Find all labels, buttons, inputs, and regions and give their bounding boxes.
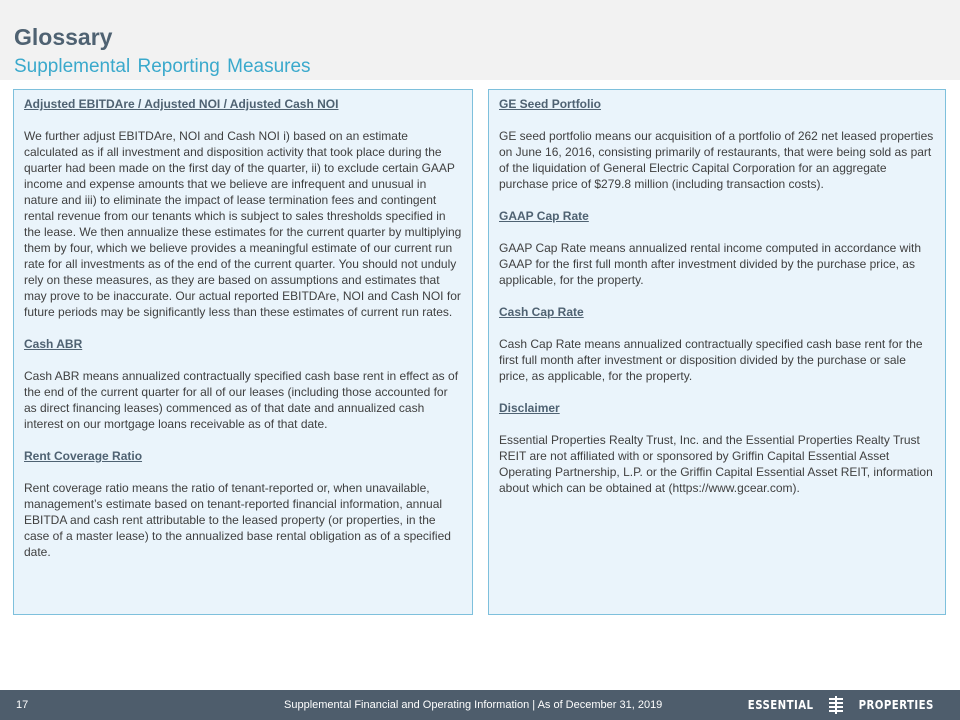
section-body: Cash ABR means annualized contractually specified cash base rent in effect as of the end of the current quarter for all of our leases (including those accounted for as direct financing leases) commenced as of that date and annualized cash interest on our mortgage loans receivable as of that date. xyxy=(24,369,459,431)
glossary-section-ge-seed-portfolio xyxy=(499,96,935,192)
section-heading: Cash Cap Rate xyxy=(499,305,584,319)
glossary-section-gaap-cap-rate xyxy=(499,208,935,288)
right-glossary-panel xyxy=(488,89,946,615)
section-heading: GAAP Cap Rate xyxy=(499,209,589,223)
page-number: 17 xyxy=(16,699,29,711)
glossary-section-cash-abr xyxy=(24,336,462,432)
glossary-section-adjusted-ebitdare xyxy=(24,96,462,320)
section-heading: Disclaimer xyxy=(499,401,560,415)
page-title: Glossary xyxy=(14,24,113,50)
section-body: GAAP Cap Rate means annualized rental income computed in accordance with GAAP for the first full month after investment divided by the purchase price, as applicable, for the property. xyxy=(499,241,922,287)
section-heading: Adjusted EBITDAre / Adjusted NOI / Adjusted Cash NOI xyxy=(24,97,339,111)
section-body: We further adjust EBITDAre, NOI and Cash NOI i) based on an estimate calculated as if all investment and disposition activity that took place during the quarter had been made on the first day of the quarter, ii) to exclude certain GAAP income and expense amounts that we believe are infrequent and unusual in nature and iii) to eliminate the impact of lease termination fees and contingent rental revenue from our tenants which is subject to sales thresholds specified in the lease. We then annualize these estimates for the current quarter by multiplying them by four, which we believe provides a meaningful estimate of our current run rate for all investments as of the end of the current quarter. You should not unduly rely on these measures, as they are based on assumptions and estimates that may prove to be inaccurate. Our actual reported EBITDAre, NOI and Cash NOI for future periods may be significantly less than these estimates of current run rates. xyxy=(24,129,462,319)
glossary-section-rent-coverage-ratio xyxy=(24,448,462,560)
section-heading: Rent Coverage Ratio xyxy=(24,449,143,463)
left-glossary-panel xyxy=(13,89,473,615)
glossary-section-cash-cap-rate xyxy=(499,304,935,384)
page-subtitle: Supplemental Reporting Measures xyxy=(14,56,311,77)
logo-word-left: ESSENTIAL xyxy=(748,698,814,712)
section-body: Essential Properties Realty Trust, Inc. and the Essential Properties Realty Trust REIT are not affiliated with or sponsored by Griffin Capital Essential Asset Operating Partnership, L.P. or the Griffin Capital Essential Asset REIT, information about which can be obtained at (https://www.gcear.com). xyxy=(499,433,933,495)
header-band xyxy=(0,0,960,80)
section-body: Rent coverage ratio means the ratio of tenant-reported or, when unavailable, management’s estimate based on tenant-reported financial information, annual EBITDA and cash rent attributable to the leased property (or properties, in the case of a master lease) to the annualized base rental obligation as of a specified date. xyxy=(24,481,451,559)
logo-mark-icon xyxy=(828,696,844,714)
section-body: GE seed portfolio means our acquisition of a portfolio of 262 net leased properties on June 16, 2016, consisting primarily of restaurants, that were being sold as part of the liquidation of General Electric Capital Corporation for an aggregate purchase price of $279.8 million (including transaction costs). xyxy=(499,129,934,191)
section-heading: Cash ABR xyxy=(24,337,83,351)
company-logo xyxy=(742,696,940,714)
footer-text: Supplemental Financial and Operating Information | As of December 31, 2019 xyxy=(284,699,663,711)
section-body: Cash Cap Rate means annualized contractually specified cash base rent for the first full month after investment or disposition divided by the purchase or sale price, as applicable, for the property. xyxy=(499,337,923,383)
section-heading: GE Seed Portfolio xyxy=(499,97,602,111)
glossary-section-disclaimer xyxy=(499,400,935,496)
logo-word-right: PROPERTIES xyxy=(858,698,934,712)
footer-bar xyxy=(0,690,960,720)
